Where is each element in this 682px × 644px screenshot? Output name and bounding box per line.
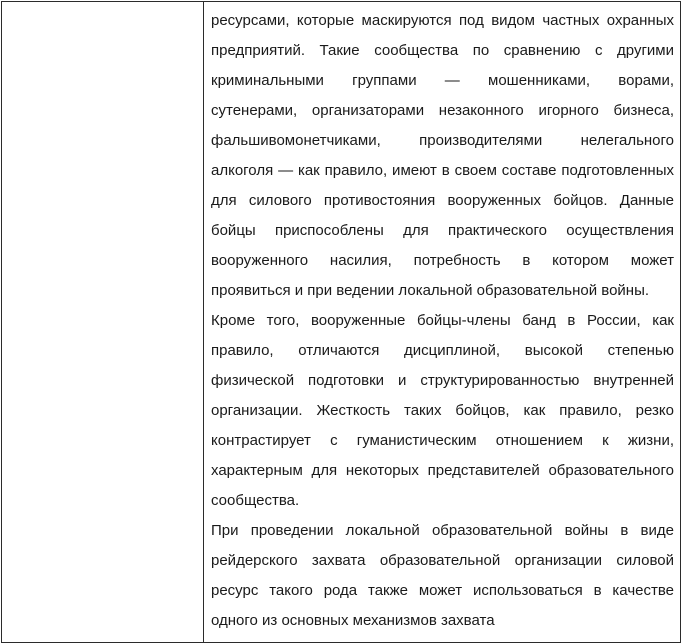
text-line: сутенерами, организаторами незаконного игорного бизнеса, (211, 102, 674, 119)
paragraph (211, 306, 674, 516)
text-line: криминальными группами — мошенниками, ворами, (211, 72, 674, 89)
text-line: правило, отличаются дисциплиной, высокой степенью (211, 342, 674, 359)
text-line: сообщества. (211, 492, 300, 509)
text-line: предприятий. Такие сообщества по сравнению с другими (211, 42, 674, 59)
text-line: проявиться и при ведении локальной образовательной войны. (211, 282, 650, 299)
text-line: рейдерского захвата образовательной организации силовой (211, 552, 674, 569)
text-line: ресурсами, которые маскируются под видом частных охранных (211, 12, 674, 29)
text-line: физической подготовки и структурированностью внутренней (211, 372, 674, 389)
text-line: контрастирует с гуманистическим отношением к жизни, (211, 432, 674, 449)
paragraph (211, 516, 674, 636)
text-line: организации. Жесткость таких бойцов, как правило, резко (211, 402, 674, 419)
text-line: Кроме того, вооруженные бойцы-члены банд в России, как (211, 312, 674, 329)
text-line: одного из основных механизмов захвата (211, 612, 495, 629)
table-cell-left (2, 2, 204, 642)
text-line: фальшивомонетчиками, производителями нелегального (211, 132, 674, 149)
paragraph (211, 6, 674, 306)
text-line: вооруженного насилия, потребность в котором может (211, 252, 674, 269)
table-cell-right (204, 2, 680, 642)
document-table (1, 1, 681, 643)
text-line: бойцы приспособлены для практического осуществления (211, 222, 674, 239)
text-line: ресурс такого рода также может использоваться в качестве (211, 582, 674, 599)
text-line: характерным для некоторых представителей образовательного (211, 462, 674, 479)
text-line: алкоголя — как правило, имеют в своем составе подготовленных (211, 162, 674, 179)
text-line: для силового противостояния вооруженных бойцов. Данные (211, 192, 674, 209)
text-line: При проведении локальной образовательной войны в виде (211, 522, 674, 539)
